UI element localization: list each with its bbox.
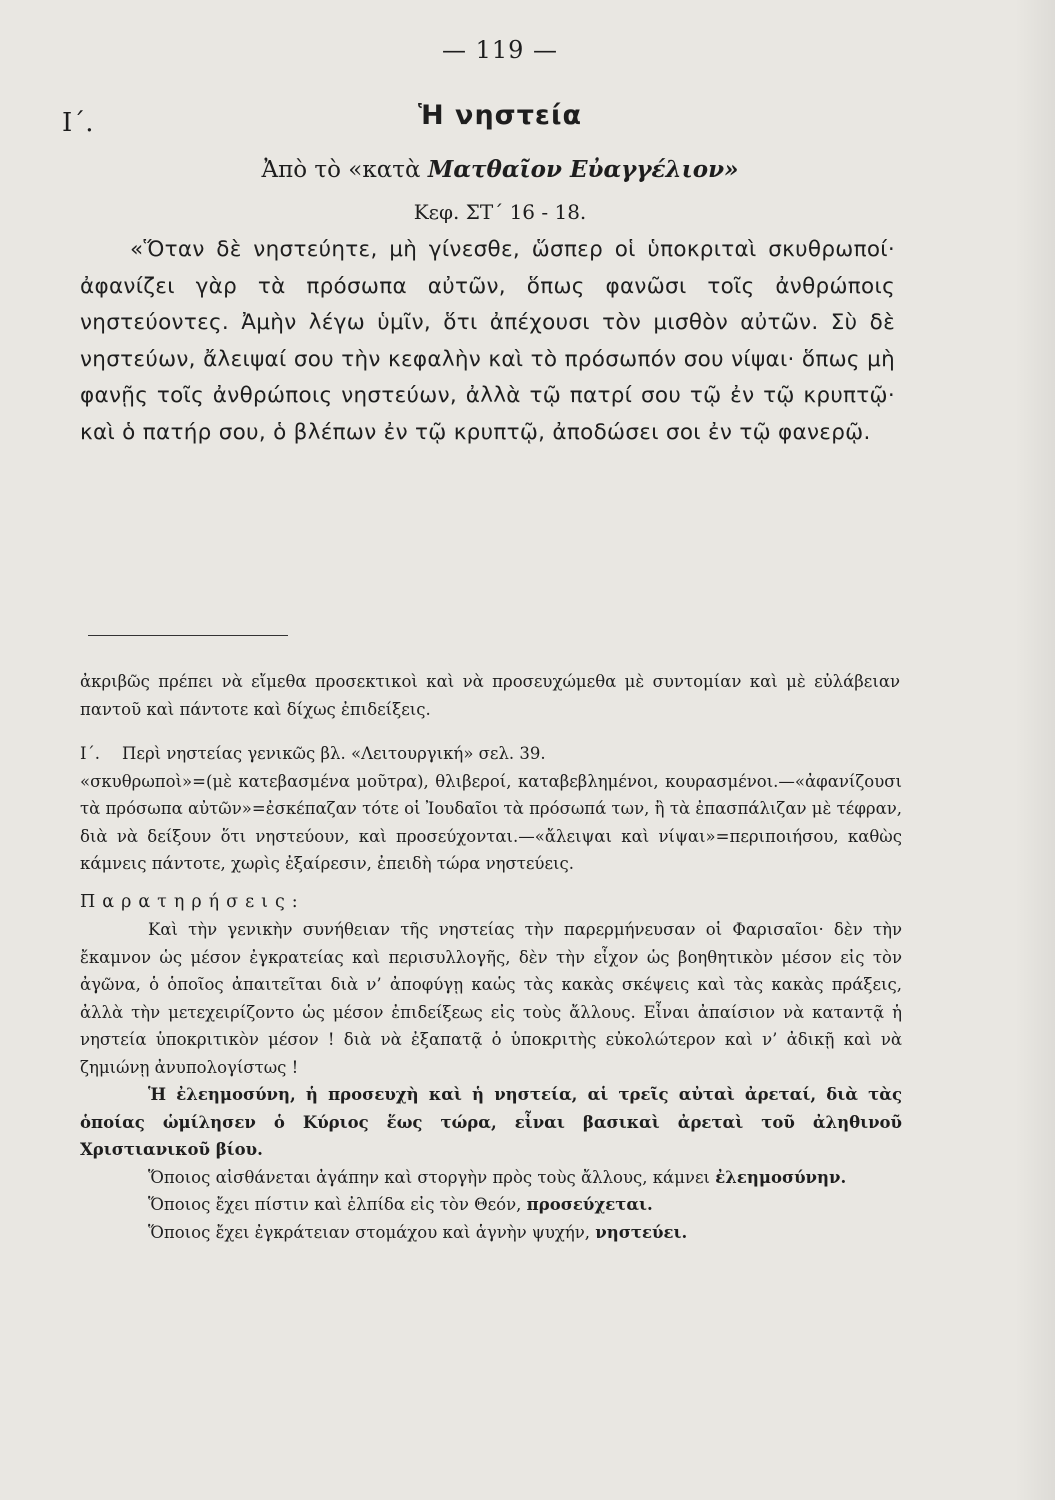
notes-reference: Περὶ νηστείας γενικῶς βλ. «Λειτουργική» σελ. 39.: [122, 744, 546, 763]
chapter-reference: Κεφ. ΣΤ΄ 16 - 18.: [413, 200, 587, 224]
virtues-paragraph: [80, 1081, 902, 1164]
commentary-notes: [80, 740, 902, 1246]
notes-glossary: «σκυθρωποὶ»=(μὲ κατεβασμένα μοῦτρα), θλιβεροί, καταβεβλημένοι, κουρασμένοι.—«ἀφανίζουσι τὰ πρόσωπα αὐτῶν»=ἐσκέπαζαν τότε οἱ Ἰουδαῖοι τὰ πρόσωπά των, ἢ τὰ ἐπασπάλιζαν μὲ τέφραν, διὰ νὰ δείξουν ὅτι νηστεύουν, καὶ προσεύχονται.—«ἄλειψαι καὶ νίψαι»=περιποιήσου, καθὼς κάμνεις πάντοτε, χωρὶς ἐξαίρεσιν, ἐπειδὴ τώρα νηστεύεις.: [80, 771, 902, 873]
charity-lead: Ὅποιος αἰσθάνεται ἀγάπην καὶ στοργὴν πρὸς τοὺς ἄλλους, κάμνει: [148, 1167, 710, 1187]
fasting-line: [80, 1219, 902, 1247]
source-prefix: Ἀπὸ τὸ «κατὰ: [261, 157, 421, 183]
charity-word: ἐλεημοσύνην.: [715, 1167, 847, 1187]
observations-heading: Παρατηρήσεις:: [80, 891, 305, 912]
scripture-text: «Ὅταν δὲ νηστεύητε, μὴ γίνεσθε, ὥσπερ οἱ ὑποκριταὶ σκυθρωποί· ἀφανίζει γὰρ τὰ πρόσωπα αὐτῶν, ὅπως φανῶσι τοῖς ἀνθρώποις νηστεύοντες. Ἀμὴν λέγω ὑμῖν, ὅτι ἀπέχουσι τὸν μισθὸν αὐτῶν. Σὺ δὲ νηστεύων, ἄλειψαί σου τὴν κεφαλὴν καὶ τὸ πρόσωπόν σου νίψαι· ὅπως μὴ φανῇς τοῖς ἀνθρώποις νηστεύων, ἀλλὰ τῷ πατρί σου τῷ ἐν τῷ κρυπτῷ· καὶ ὁ πατήρ σου, ὁ βλέπων ἐν τῷ κρυπτῷ, ἀποδώσει σοι ἐν τῷ φανερῷ.: [80, 237, 895, 445]
footnote-continuation: ἀκριβῶς πρέπει νὰ εἴμεθα προσεκτικοὶ καὶ νὰ προσευχώμεθα μὲ συντομίαν καὶ μὲ εὐλάβειαν παντοῦ καὶ πάντοτε καὶ δίχως ἐπιδείξεις.: [80, 672, 900, 719]
observation-paragraph: Καὶ τὴν γενικὴν συνήθειαν τῆς νηστείας τὴν παρερμήνευσαν οἱ Φαρισαῖοι· δὲν τὴν ἔκαμνον ὡς μέσον ἐγκρατείας καὶ περισυλλογῆς, δὲν τὴν εἶχον ὡς βοηθητικὸν μέσον εἰς τὸν ἀγῶνα, ὁ ὁποῖος ἀπαιτεῖται διὰ ν’ ἀποφύγῃ καὡς τὰς κακὰς σκέψεις καὶ τὰς κακὰς πράξεις, ἀλλὰ τὴν μετεχειρίζοντο ὡς μέσον ἐπιδείξεως εἰς τοὺς ἄλλους. Εἶναι ἀπαίσιον νὰ καταντᾷ ἡ νηστεία ὑποκριτικὸν μέσον ! διὰ νὰ ἐξαπατᾷ ὁ ὑποκριτὴς εὐκολώτερον καὶ ν’ ἀδικῇ καὶ νὰ ζημιώνῃ ἀνυπολογίστως !: [80, 920, 902, 1077]
page-title: Ἡ νηστεία: [417, 100, 583, 131]
prayer-word: προσεύχεται.: [526, 1195, 653, 1214]
footnote-divider: [88, 635, 288, 636]
notes-reference-line: [80, 740, 902, 768]
scripture-source: [0, 156, 1000, 183]
virtues-lead: Ἡ ἐλεημοσύνη, ἡ προσευχὴ καὶ ἡ νηστεία, αἱ τρεῖς αὐταὶ ἀρεταί, διὰ τὰς ὁποίας ὡμίλησεν ὁ Κύριος ἕως τώρα, εἶναι βασικαὶ ἀρεταὶ τοῦ ἀληθινοῦ: [80, 1085, 902, 1132]
page-number: — 119 —: [441, 36, 559, 64]
notes-marker: Ι΄.: [80, 744, 101, 763]
prayer-line: [80, 1191, 902, 1219]
page-edge-shadow: [1015, 0, 1055, 1500]
prayer-lead: Ὅποιος ἔχει πίστιν καὶ ἐλπίδα εἰς τὸν Θεόν,: [148, 1195, 522, 1214]
observations-heading-line: [80, 888, 902, 917]
charity-line: [80, 1164, 902, 1192]
source-gospel: Ματθαῖον Εὐαγγέλιον»: [427, 156, 739, 183]
fasting-word: νηστεύει.: [595, 1222, 688, 1242]
scripture-passage: [80, 232, 895, 451]
virtues-end: Χριστιανικοῦ βίου.: [80, 1140, 263, 1159]
section-letter: Ι΄.: [62, 108, 94, 138]
fasting-lead: Ὅποιος ἔχει ἐγκράτειαν στομάχου καὶ ἁγνὴν ψυχήν,: [148, 1222, 591, 1242]
